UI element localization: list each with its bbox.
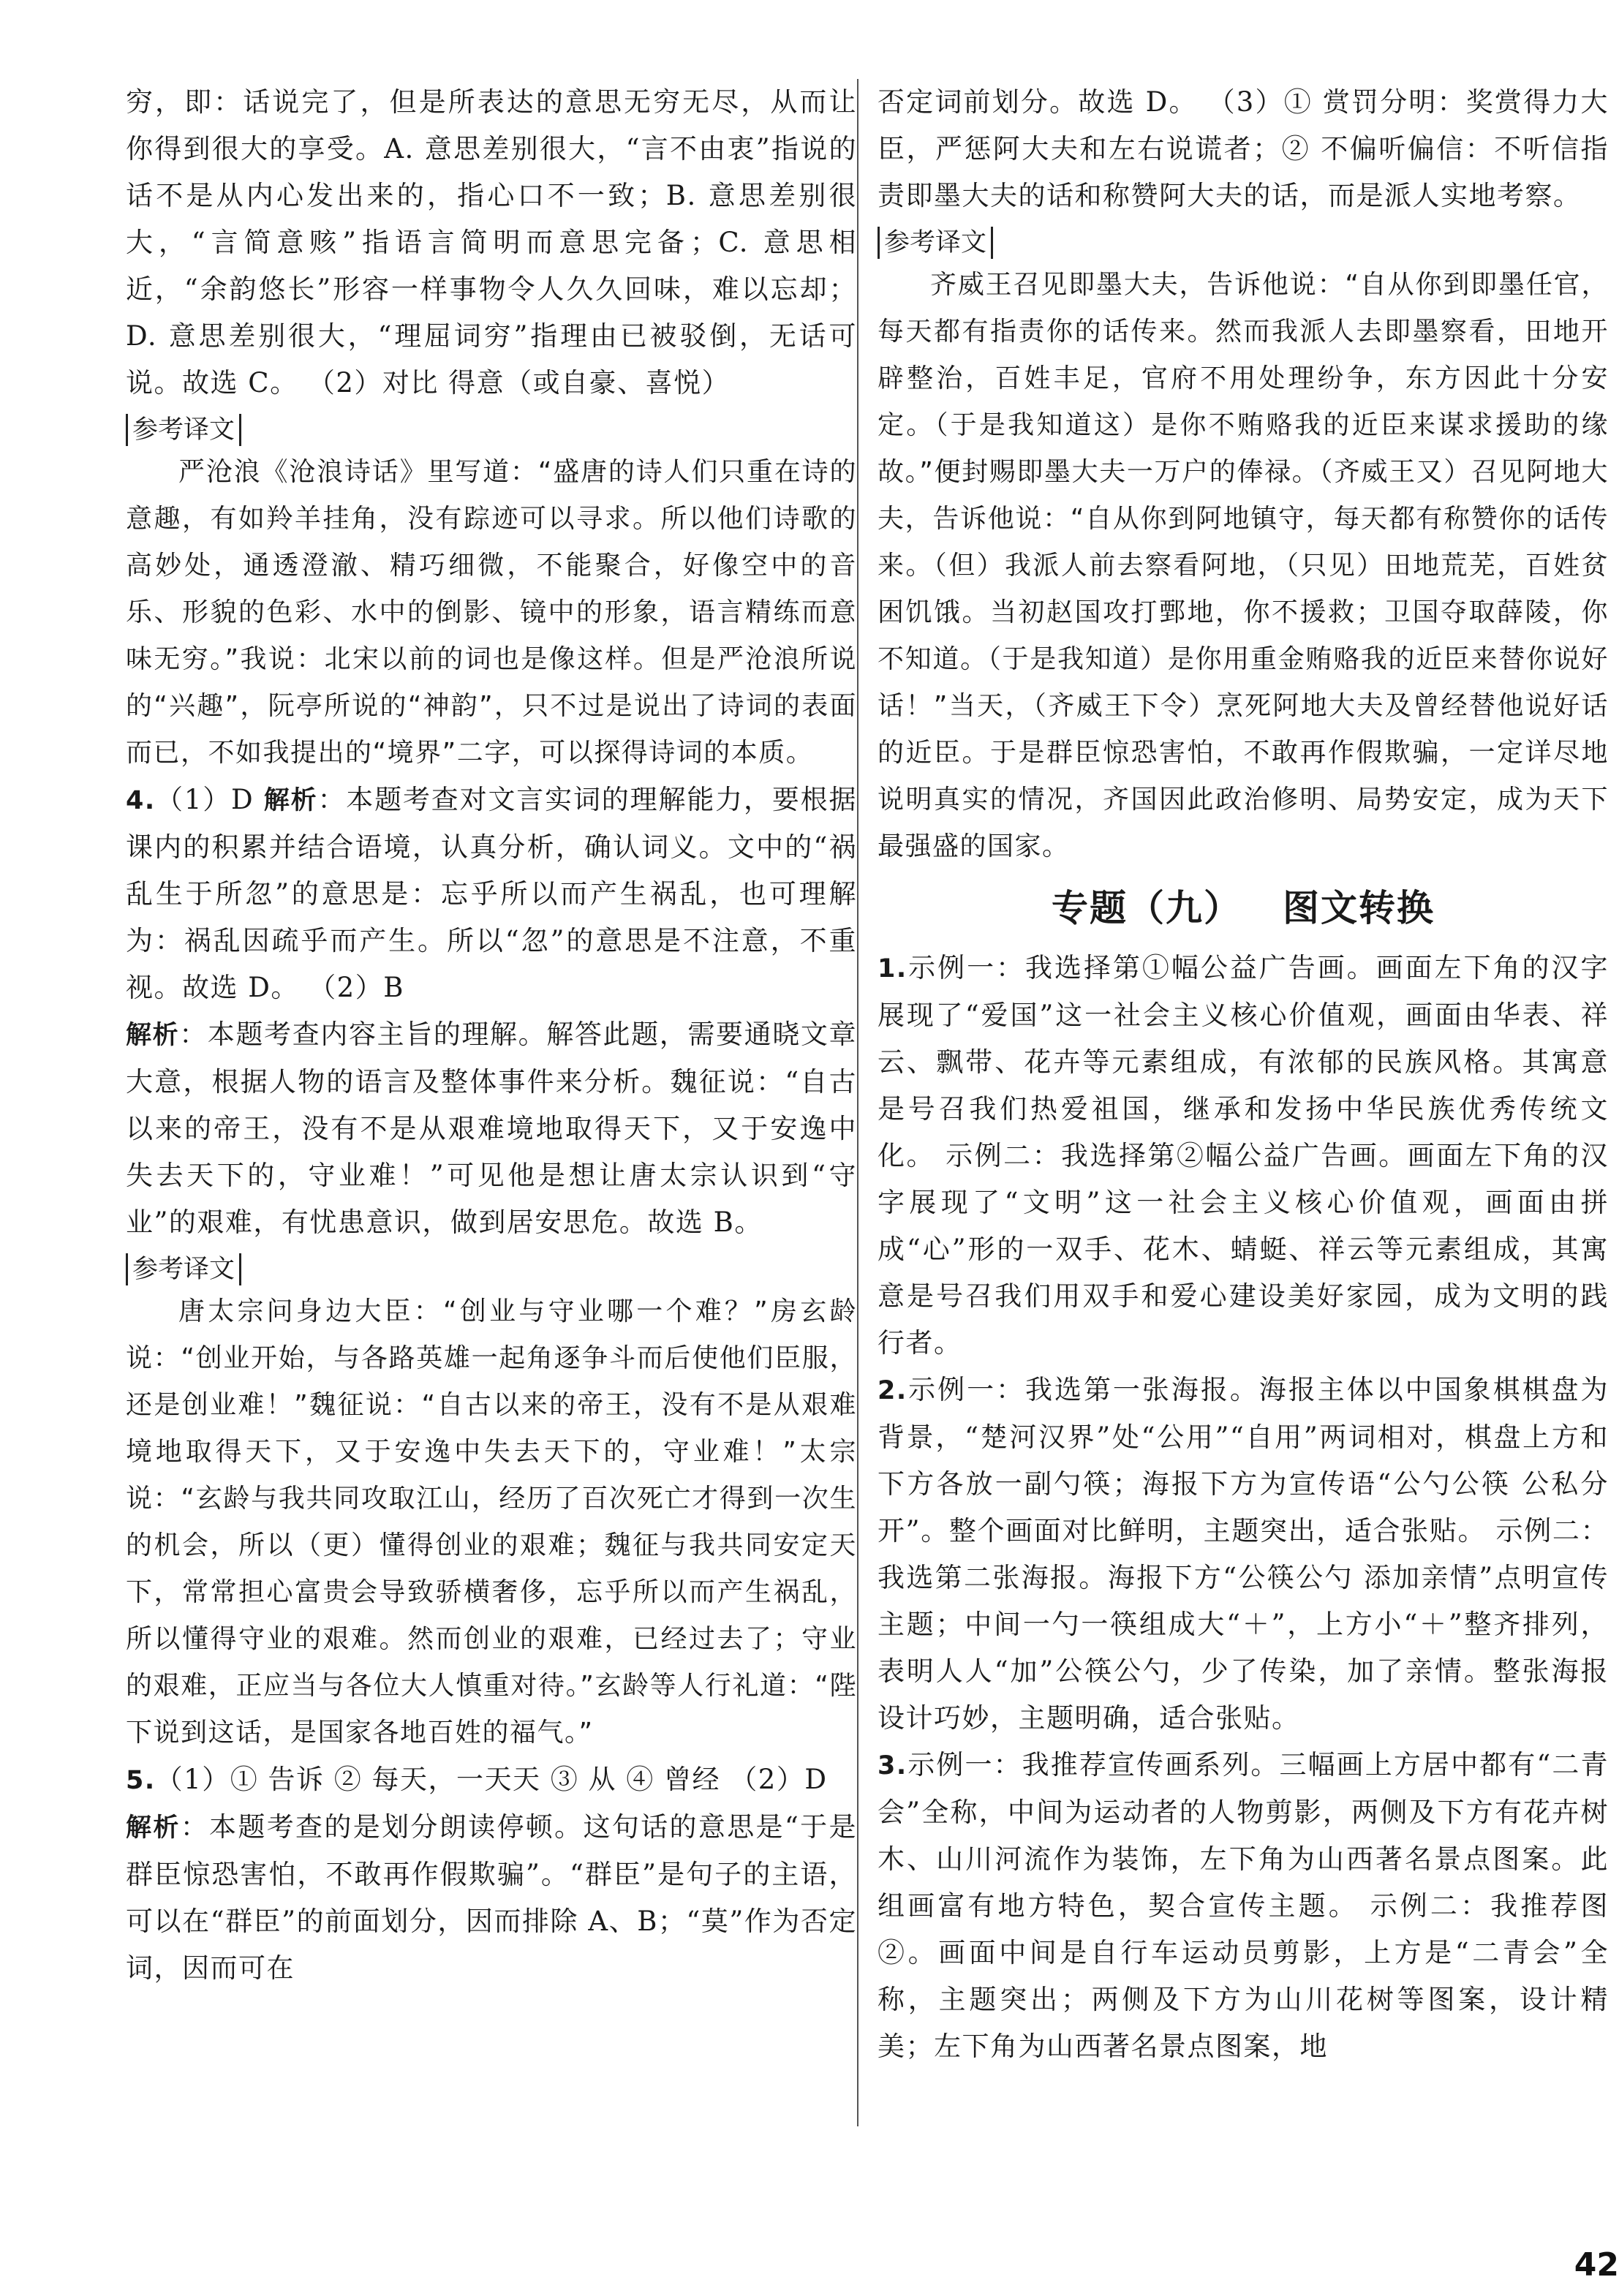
reference-translation-tag: 参考译文	[126, 414, 241, 446]
item-number: 2.	[878, 1376, 907, 1405]
section-number: 专题（九）	[1052, 887, 1242, 929]
translation-block	[126, 449, 857, 777]
translation-text: 唐太宗问身边大臣：“创业与守业哪一个难？”房玄龄说：“创业开始，与各路英雄一起角逐争斗而后使他们臣服，还是创业难！”魏征说：“自古以来的帝王，没有不是从艰难境地取得天下，又于安逸中失去天下的，守业难！”太宗说：“玄龄与我共同攻取江山，经历了百次死亡才得到一次生的机会，所以（更）懂得创业的艰难；魏征与我共同安定天下，常常担心富贵会导致骄横奢侈，忘乎所以而产生祸乱，所以懂得守业的艰难。然而创业的艰难，已经过去了；守业的艰难，正应当与各位大人慎重对待。”玄龄等人行礼道：“陛下说到这话，是国家各地百姓的福气。”	[126, 1296, 857, 1748]
analysis-label: 解析	[263, 786, 318, 815]
analysis-label: 解析	[126, 1813, 181, 1843]
item-number: 3.	[878, 1751, 907, 1780]
section-title	[878, 875, 1609, 942]
column-divider	[857, 79, 858, 2126]
left-column	[126, 79, 857, 1992]
item-1	[878, 945, 1609, 1367]
question-4-analysis-2	[126, 1011, 857, 1246]
reference-translation-tag: 参考译文	[878, 227, 993, 259]
item-text: 示例一：我推荐宣传画系列。三幅画上方居中都有“二青会”全称，中间为运动者的人物剪影，两侧及下方有花卉树木、山川河流作为装饰，左下角为山西著名景点图案。此组画富有地方特色，契合宣传主题。 示例二：我推荐图②。画面中间是自行车运动员剪影，上方是“二青会”全称，主题突出；两侧及下方为山川花树等图案，设计精美；左下角为山西著名景点图案，地	[878, 1749, 1609, 2062]
analysis-text: ：本题考查的是划分朗读停顿。这句话的意思是“于是群臣惊恐害怕，不敢再作假欺骗”。“群臣”是句子的主语，可以在“群臣”的前面划分，因而排除 A、B；“莫”作为否定词，因而可在	[126, 1811, 857, 1984]
item-2	[878, 1367, 1609, 1742]
right-column	[878, 79, 1609, 2070]
paragraph: 否定词前划分。故选 D。 （3）① 赏罚分明：奖赏得力大臣，严惩阿大夫和左右说谎者；② 不偏听偏信：不听信指责即墨大夫的话和称赞阿大夫的话，而是派人实地考察。	[878, 86, 1609, 211]
item-number: 1.	[878, 954, 907, 983]
translation-block	[126, 1288, 857, 1756]
page-number: 42	[1574, 2246, 1619, 2284]
analysis-text: ：本题考查对文言实词的理解能力，要根据课内的积累并结合语境，认真分析，确认词义。文中的“祸乱生于所忽”的意思是：忘乎所以而产生祸乱，也可理解为：祸乱因疏乎而产生。所以“忽”的意思是不注意，不重视。故选 D。 （2）B	[126, 784, 857, 1003]
question-number: 5.	[126, 1766, 156, 1795]
analysis-text: ：本题考查内容主旨的理解。解答此题，需要通晓文章大意，根据人物的语言及整体事件来分析。魏征说：“自古以来的帝王，没有不是从艰难境地取得天下，又于安逸中失去天下的，守业难！”可见他是想让唐太宗认识到“守业”的艰难，有忧患意识，做到居安思危。故选 B。	[126, 1019, 857, 1238]
item-text: 示例一：我选择第①幅公益广告画。画面左下角的汉字展现了“爱国”这一社会主义核心价值观，画面由华表、祥云、飘带、花卉等元素组成，有浓郁的民族风格。其寓意是号召我们热爱祖国，继承和发扬中华民族优秀传统文化。 示例二：我选择第②幅公益广告画。画面左下角的汉字展现了“文明”这一社会主义核心价值观，画面由拼成“心”形的一双手、花木、蜻蜓、祥云等元素组成，其寓意是号召我们用双手和爱心建设美好家园，成为文明的践行者。	[878, 952, 1609, 1359]
question-5-analysis	[126, 1804, 857, 1992]
translation-text: 齐威王召见即墨大夫，告诉他说：“自从你到即墨任官，每天都有指责你的话传来。然而我派人去即墨察看，田地开辟整治，百姓丰足，官府不用处理纷争，东方因此十分安定。（于是我知道这）是你不贿赂我的近臣来谋求援助的缘故。”便封赐即墨大夫一万户的俸禄。（齐威王又）召见阿地大夫，告诉他说：“自从你到阿地镇守，每天都有称赞你的话传来。（但）我派人前去察看阿地，（只见）田地荒芜，百姓贫困饥饿。当初赵国攻打鄄地，你不援救；卫国夺取薛陵，你不知道。（于是我知道）是你用重金贿赂我的近臣来替你说好话！”当天，（齐威王下令）烹死阿地大夫及曾经替他说好话的近臣。于是群臣惊恐害怕，不敢再作假欺骗，一定详尽地说明真实的情况，齐国因此政治修明、局势安定，成为天下最强盛的国家。	[878, 270, 1609, 861]
question-4	[126, 777, 857, 1011]
translation-block	[878, 262, 1609, 870]
question-5	[126, 1756, 857, 1804]
answer-text: （1）① 告诉 ② 每天，一天天 ③ 从 ④ 曾经 （2）D	[155, 1764, 828, 1795]
paragraph: 穷，即：话说完了，但是所表达的意思无穷无尽，从而让你得到很大的享受。A. 意思差别很大，“言不由衷”指说的话不是从内心发出来的，指心口不一致；B. 意思差别很大，“言简意赅”指语言简明而意思完备；C. 意思相近，“余韵悠长”形容一样事物令人久久回味，难以忘却；D. 意思差别很大，“理屈词穷”指理由已被驳倒，无话可说。故选 C。 （2）对比 得意（或自豪、喜悦）	[126, 86, 857, 399]
reference-translation-tag: 参考译文	[126, 1253, 241, 1285]
section-name: 图文转换	[1283, 887, 1435, 929]
item-3	[878, 1742, 1609, 2070]
question-number: 4.	[126, 786, 156, 815]
answer-text: （1）D	[155, 784, 264, 815]
analysis-label: 解析	[126, 1021, 180, 1050]
item-text: 示例一：我选第一张海报。海报主体以中国象棋棋盘为背景，“楚河汉界”处“公用”“自用”两词相对，棋盘上方和下方各放一副勺筷；海报下方为宣传语“公勺公筷 公私分开”。整个画面对比鲜明，主题突出，适合张贴。 示例二：我选第二张海报。海报下方“公筷公勺 添加亲情”点明宣传主题；中间一勺一筷组成大“＋”，上方小“＋”整齐排列，表明人人“加”公筷公勺，少了传染，加了亲情。整张海报设计巧妙，主题明确，适合张贴。	[878, 1374, 1609, 1734]
translation-text: 严沧浪《沧浪诗话》里写道：“盛唐的诗人们只重在诗的意趣，有如羚羊挂角，没有踪迹可以寻求。所以他们诗歌的高妙处，通透澄澈、精巧细微，不能聚合，好像空中的音乐、形貌的色彩、水中的倒影、镜中的形象，语言精练而意味无穷。”我说：北宋以前的词也是像这样。但是严沧浪所说的“兴趣”，阮亭所说的“神韵”，只不过是说出了诗词的表面而已，不如我提出的“境界”二字，可以探得诗词的本质。	[126, 457, 857, 768]
